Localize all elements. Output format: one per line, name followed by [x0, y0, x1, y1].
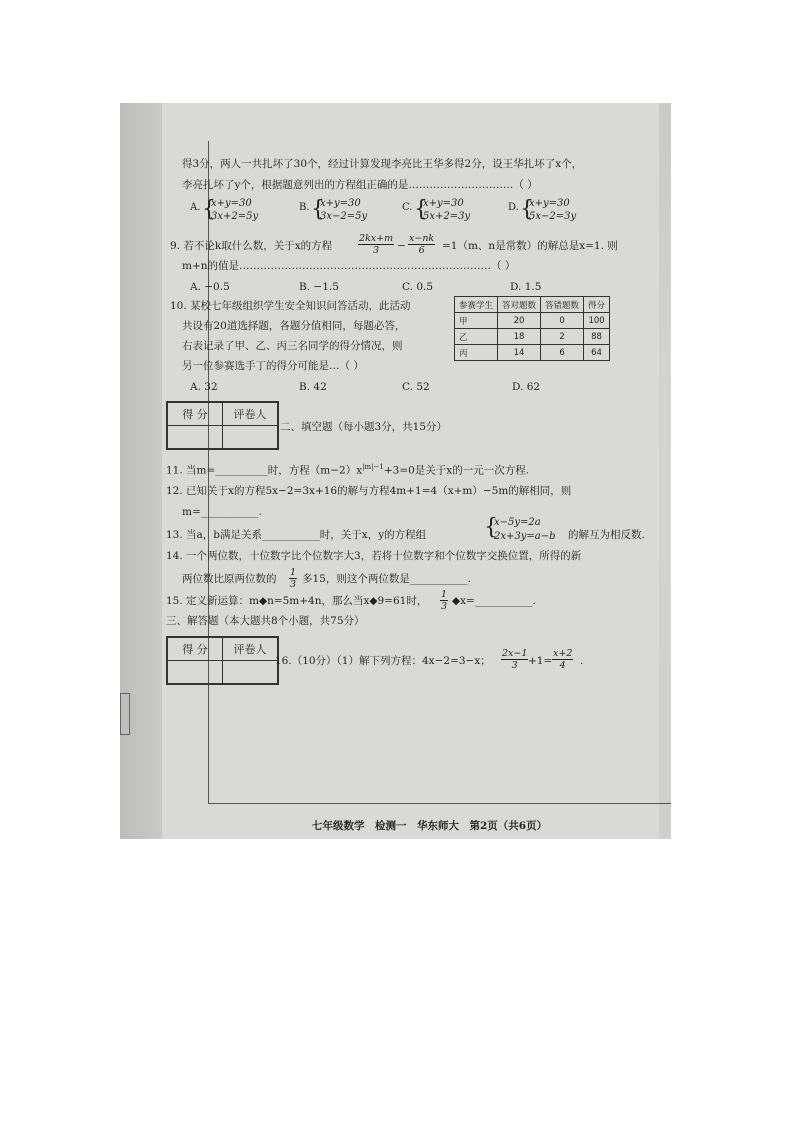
q9-fraction-2: $\frac{x-nk}{6}$ [409, 233, 435, 256]
q10-option-a: A. 32 [190, 381, 218, 393]
q10-line1: 10. 某校七年级组织学生安全知识问答活动，此活动 [170, 300, 411, 312]
q13-post: 的解互为相反数. [568, 529, 645, 541]
q9-option-d: D. 1.5 [510, 281, 542, 293]
q8-option-b-eq2: 3x−2=5y [320, 211, 368, 222]
q9-option-a: A. −0.5 [190, 281, 230, 293]
section3-title: 三、解答题（本大题共8个小题，共75分） [166, 615, 365, 627]
q16-fraction-2: $\frac{x+2}{4}$ [553, 648, 573, 671]
score-box-q16 [166, 636, 279, 685]
q8-line1: 得3分，两人一共扎坏了30个，经过计算发现李亮比王华多得2分，设王华扎坏了x个， [182, 158, 583, 170]
q14-line1: 14. 一个两位数，十位数字比个位数字大3，若将十位数字和个位数字交换位置，所得的新 [166, 550, 582, 562]
q13-eq1: x−5y=2a [494, 517, 541, 528]
grader-label: 评卷人 [223, 403, 278, 426]
grader-cell [223, 661, 278, 684]
q11: 11. 当m=__________时，方程$(m-2)x^{|m|-1}+3=0$是关于x的一元一次方程. [166, 463, 530, 477]
q13-intro: 13. 当a，b满足关系___________时，关于x，y的方程组 [166, 529, 427, 541]
table-row: 甲 20 0 100 [455, 313, 610, 329]
grader-label: 评卷人 [223, 638, 278, 661]
q10-option-c: C. 52 [402, 381, 430, 393]
page-footer: 七年级数学 检测一 华东师大 第2页（共6页） [312, 820, 548, 832]
q9-option-c: C. 0.5 [402, 281, 434, 293]
score-cell [168, 661, 223, 684]
table-row: 丙 14 6 64 [455, 345, 610, 361]
q12-line2: m=___________. [182, 506, 262, 518]
score-cell [168, 426, 223, 449]
section2-title: 二、填空题（每小题3分，共15分） [280, 421, 448, 433]
q9-condition: =1（m、n是常数）的解总是x=1. 则 [442, 240, 618, 252]
q8-option-d-eq2: 5x−2=3y [529, 211, 577, 222]
q10-score-table [454, 296, 610, 361]
q16-intro: 16.（10分）（1）解下列方程：4x−2=3−x； [275, 655, 491, 667]
q13-eq2: 2x+3y=a−b [494, 531, 556, 542]
q8-line2: 李亮扎坏了y个，根据题意列出的方程组正确的是…………………………（ ） [182, 179, 538, 191]
q8-option-c-eq1: x+y=30 [423, 198, 464, 209]
q15-intro: 15. 定义新运算：m◆n=5m+4n，那么当x◆9=61时， [166, 595, 428, 607]
q9-option-b: B. −1.5 [299, 281, 339, 293]
q9-fraction-1: $\frac{2kx+m}{3}$ [359, 233, 394, 256]
score-box-section2 [166, 401, 279, 450]
score-label: 得 分 [168, 403, 223, 426]
q15-fraction: $\frac{1}{3}$ [441, 589, 448, 612]
q10-line3: 右表记录了甲、乙、丙三名同学的得分情况，则 [182, 340, 403, 352]
q8-option-a-label: A. [190, 202, 201, 213]
q8-option-d-label: D. [508, 202, 519, 213]
table-header-row: 参赛学生 答对题数 答错题数 得分 [455, 297, 610, 313]
q8-option-a-eq1: x+y=30 [211, 198, 252, 209]
q10-option-b: B. 42 [299, 381, 327, 393]
q10-line4: 另一位参赛选手丁的得分可能是…（ ） [182, 360, 364, 372]
table-row: 乙 18 2 88 [455, 329, 610, 345]
q12-line1: 12. 已知关于x的方程5x−2=3x+16的解与方程4m+1=4（x+m）−5m的解相同，则 [166, 485, 572, 497]
q14-fraction: $\frac{1}{3}$ [290, 567, 297, 590]
grader-cell [223, 426, 278, 449]
q8-option-b-eq1: x+y=30 [320, 198, 361, 209]
q9-intro: 9. 若不论k取什么数，关于x的方程 [170, 240, 333, 252]
q8-option-c-eq2: 5x+2=3y [423, 211, 471, 222]
q14-line2-pre: 两位数比原两位数的 [182, 573, 277, 585]
score-label: 得 分 [168, 638, 223, 661]
q16-fraction-1: $\frac{2x-1}{3}$ [502, 648, 528, 671]
q10-option-d: D. 62 [512, 381, 541, 393]
q8-option-c-label: C. [402, 202, 413, 213]
q10-line2: 共设有20道选择题，各题分值相同，每题必答， [182, 320, 406, 332]
q9-line2: m+n的值是………………………………………………………………（ ） [182, 260, 516, 272]
q15-post: ◆x=___________. [452, 595, 536, 607]
binding-mark [120, 693, 130, 735]
q8-option-b-label: B. [299, 202, 310, 213]
q14-line2-post: 多15，则这个两位数是___________. [302, 573, 471, 585]
exam-page: 得3分，两人一共扎坏了30个，经过计算发现李亮比王华多得2分，设王华扎坏了x个， 李亮扎坏了y个，根据题意列出的方程组正确的是…………………………（ ） A. { x+y=30 3x+2=5y B. { x+y=30 3x−2=5y C. { x+y=30 5x+2=3y D. { x+y=30 5x−2=3y 9. 若不论k取什么数，关于x的方程 $\frac{2kx+m}{3}$ − $\frac{x-nk}{6}$ =1（m、n是常数）的解总是x=1. 则 m+n的值是………………………………………………………………（ ） A. −0.5 B. −1.5 C. 0.5 D. 1.5 10. 某校七年级组织学生安全知识问答活动，此活动 共设有20道选择题，各题分值相同，每题必答， 右表记录了甲、乙、丙三名同学的得分情况，则 另一位参赛选手丁的得分可能是…（ ） A. 32 B. 42 C. 52 D. 62 参赛学生 答对题数 答错题数 得分 甲 20 0 100 乙 18 2 88 丙 14 6 64 得 分 评卷人 二、填空题（每小题3分，共15分） 11. 当m=__________时，方程$(m-2)x^{|m|-1}+3=0$是关于x的一元一次方程. 12. 已知关于x的方程5x−2=3x+16的解与方程4m+1=4（x+m）−5m的解相同，则 m=___________. 13. 当a，b满足关系___________时，关于x，y的方程组 { x−5y=2a 2x+3y=a−b 的解互为相反数. 14. 一个两位数，十位数字比个位数字大3，若将十位数字和个位数字交换位置，所得的新 两位数比原两位数的 $\frac{1}{3}$ 多15，则这个两位数是___________. 15. 定义新运算：m◆n=5m+4n，那么当x◆9=61时， $\frac{1}{3}$ ◆x=___________. 三、解答题（本大题共8个小题，共75分） 得 分 评卷人 16.（10分）（1）解下列方程：4x−2=3−x； $\frac{2x-1}{3}$ +1= $\frac{x+2}{4}$ . 七年级数学 检测一 华东师大 第2页（共6页） [162, 103, 659, 839]
q8-option-d-eq1: x+y=30 [529, 198, 570, 209]
photo-scan [120, 103, 671, 839]
q8-option-a-eq2: 3x+2=5y [211, 211, 259, 222]
